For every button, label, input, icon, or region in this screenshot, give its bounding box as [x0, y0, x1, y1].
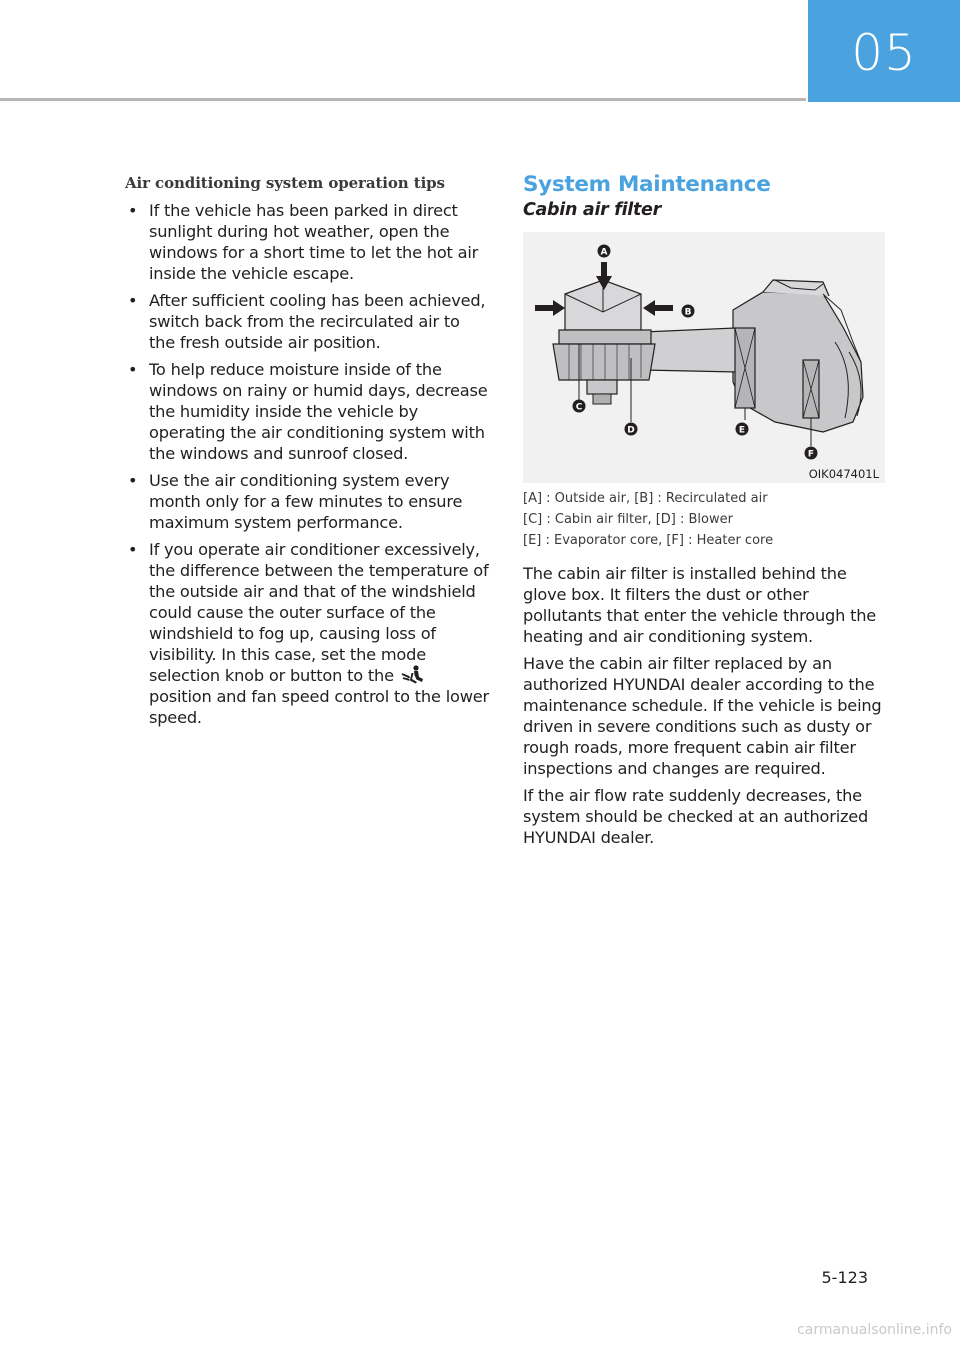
figure-legend [523, 491, 885, 549]
cabin-air-filter-figure [523, 232, 885, 483]
hvac-duct [643, 328, 737, 372]
list-item [125, 359, 490, 464]
body-paragraph: Have the cabin air filter replaced by an authorized HYUNDAI dealer according to the maintenance schedule. If the vehicle is being driven in severe conditions such as dusty or rough roads, more frequent cabin air filter inspections and changes are required. [523, 654, 882, 778]
callout-f [805, 447, 818, 460]
arrow-recirculated-left [535, 300, 565, 316]
header-rule [0, 98, 806, 101]
tip-text: To help reduce moisture inside of the windows on rainy or humid days, decrease the humidity inside the vehicle by operating the air conditioning system with the windows and sunroof closed. [149, 360, 488, 463]
tip-text: After sufficient cooling has been achieved, switch back from the recirculated air to the fresh outside air position. [149, 291, 486, 352]
list-item [125, 470, 490, 533]
bullet: • [128, 201, 138, 220]
tip-text: Use the air conditioning system every month only for a few minutes to ensure maximum system performance. [149, 471, 463, 532]
tip-text-before-icon: If you operate air conditioner excessively, the difference between the temperature of the outside air and that of the windshield could cause the outer surface of the windshield to fog up, causing loss of visibility. In this case, set the mode selection knob or button to the [149, 540, 489, 685]
callout-d [625, 423, 638, 436]
figure-code: OIK047401L [808, 467, 879, 481]
callout-c-label: C [575, 402, 583, 413]
callout-d-label: D [627, 425, 635, 436]
bullet: • [128, 540, 138, 559]
bullet: • [128, 360, 138, 379]
callout-c [573, 400, 586, 413]
cabin-filter [559, 330, 651, 344]
blower-motor [587, 380, 617, 394]
left-column [125, 172, 490, 734]
callout-a-label: A [600, 247, 608, 258]
bullet: • [128, 471, 138, 490]
body-paragraph: If the air flow rate suddenly decreases, the system should be checked at an authorized HYUNDAI dealer. [523, 786, 869, 847]
hvac-diagram [523, 232, 885, 483]
chapter-tab [808, 0, 960, 102]
floor-vent-mode-icon [401, 665, 425, 684]
legend-line: [E] : Evaporator core, [F] : Heater core [523, 533, 774, 548]
callout-f-label: F [807, 449, 815, 460]
legend-line: [C] : Cabin air filter, [D] : Blower [523, 512, 733, 527]
right-column [523, 172, 885, 848]
callout-a [598, 245, 611, 258]
chapter-number: 05 [851, 24, 917, 82]
callout-b-label: B [684, 307, 692, 318]
callout-e [736, 423, 749, 436]
blower-housing [553, 344, 655, 380]
tips-list [125, 200, 490, 728]
body-paragraph: The cabin air filter is installed behind the glove box. It filters the dust or other pollutants that enter the vehicle through the heating and air conditioning system. [523, 564, 877, 646]
page-number: 5-123 [821, 1268, 868, 1287]
callout-e-label: E [738, 425, 746, 436]
tip-text-after-icon: position and fan speed control to the lower speed. [149, 687, 489, 727]
callout-b [682, 305, 695, 318]
tips-subheading: Air conditioning system operation tips [125, 174, 445, 192]
legend-line: [A] : Outside air, [B] : Recirculated air [523, 491, 768, 506]
arrow-recirculated-right [643, 300, 673, 316]
list-item [125, 539, 490, 728]
bullet: • [128, 291, 138, 310]
section-title: System Maintenance [523, 172, 771, 197]
list-item [125, 200, 490, 284]
section-subtitle: Cabin air filter [523, 200, 661, 220]
list-item [125, 290, 490, 353]
tip-text: If the vehicle has been parked in direct sunlight during hot weather, open the windows for a short time to let the hot air inside the vehicle escape. [149, 201, 479, 283]
watermark: carmanualsonline.info [797, 1322, 952, 1338]
